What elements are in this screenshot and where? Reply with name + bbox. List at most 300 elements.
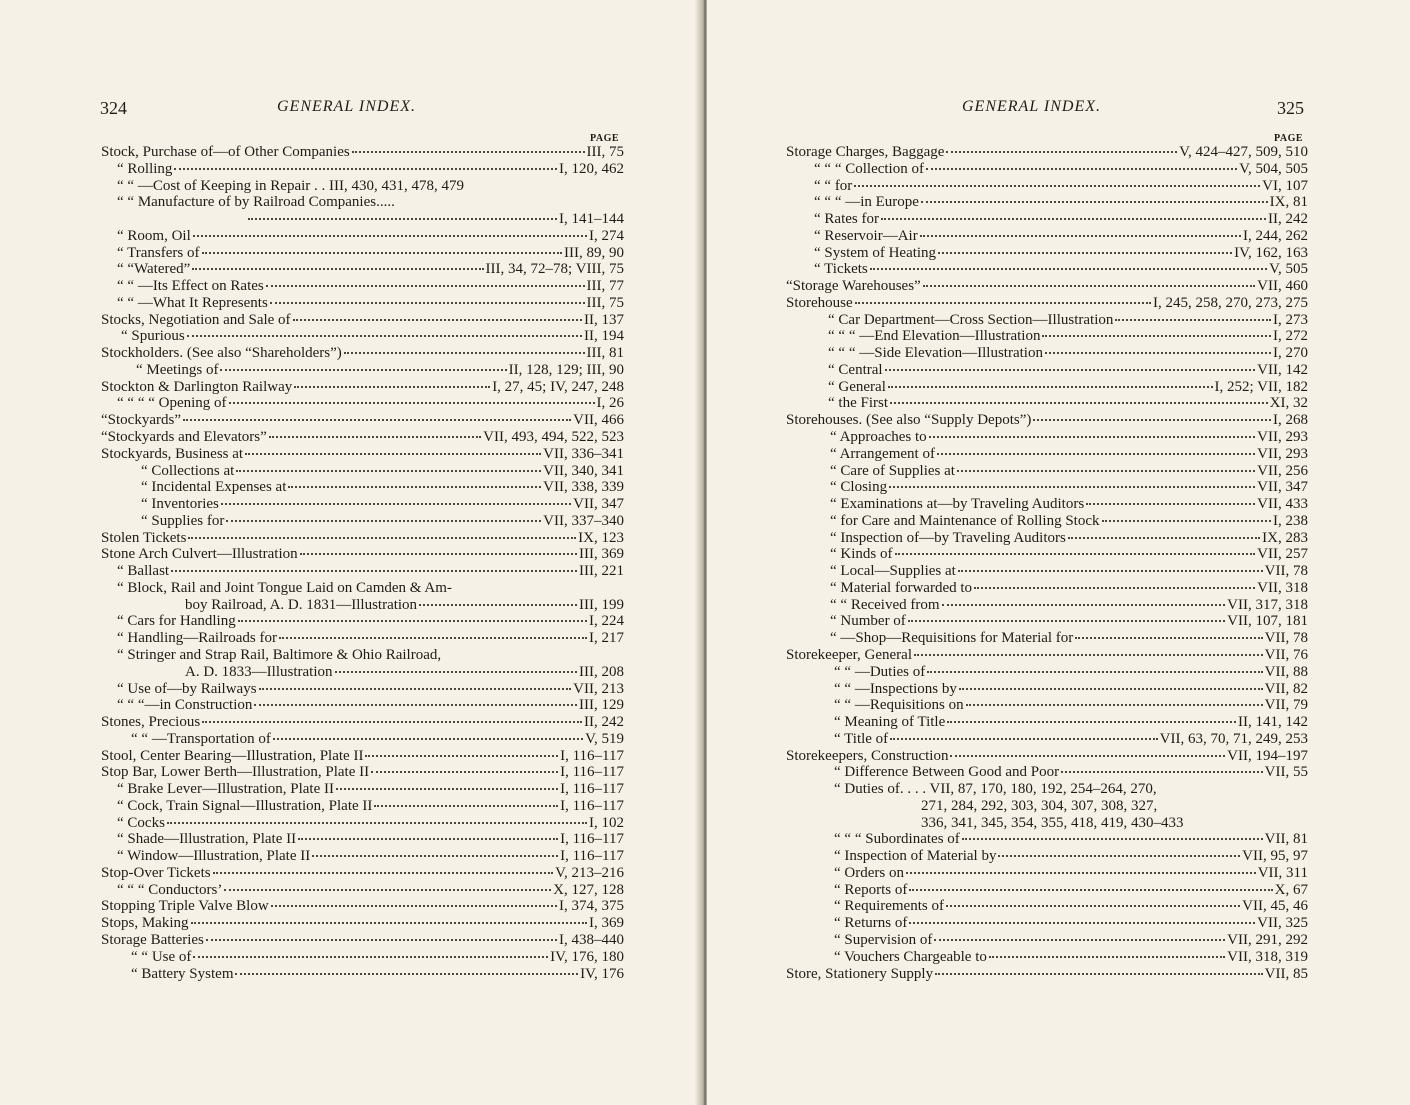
index-entry-text: “ the First [828, 395, 888, 412]
index-entry-reference: I, 116–117 [560, 831, 624, 848]
index-entry [786, 764, 1308, 781]
index-entry-text: “ Shade—Illustration, Plate II [117, 831, 297, 848]
index-entry-text: “ Room, Oil [117, 227, 191, 244]
index-entry [101, 446, 624, 463]
dot-leader [171, 569, 577, 572]
index-entry-reference: III, 221 [579, 563, 624, 580]
index-entry-reference: VII, 460 [1257, 278, 1308, 295]
index-entry [101, 831, 624, 848]
index-entry-text: “ “Watered” [117, 261, 191, 278]
right-page [707, 0, 1410, 1105]
index-entry [101, 328, 624, 345]
index-entry [786, 261, 1308, 278]
left-page [0, 0, 703, 1105]
index-entry-text: “ Incidental Expenses at [141, 479, 287, 496]
index-entry [101, 161, 624, 178]
index-entry-reference: I, 27, 45; IV, 247, 248 [492, 378, 624, 395]
dot-leader [312, 854, 558, 857]
index-entry-text: “ Requirements of [834, 898, 944, 915]
index-entry-text: “ Supervision of [834, 931, 933, 948]
dot-leader [942, 603, 1226, 606]
index-entry-text: “ Arrangement of [830, 445, 935, 462]
index-entry [101, 681, 624, 698]
index-entry-reference: I, 369 [589, 915, 624, 932]
index-entry-text: “ Closing [830, 479, 888, 496]
index-entry-text: Storehouse [786, 294, 853, 311]
dot-leader [989, 955, 1225, 958]
index-entry [101, 496, 624, 513]
index-entry [101, 848, 624, 865]
index-entry [786, 630, 1308, 647]
index-entry-text: “ —Shop—Requisitions for Material for [830, 630, 1074, 647]
index-entry-reference: VII, 337–340 [543, 512, 624, 529]
dot-leader [946, 150, 1177, 153]
index-entry [786, 664, 1308, 681]
index-entry-reference: VII, 311 [1257, 864, 1308, 881]
index-entry-reference: VII, 325 [1257, 915, 1308, 932]
dot-leader [220, 368, 506, 371]
index-entry-reference: I, 274 [589, 227, 624, 244]
dot-leader [895, 552, 1256, 555]
dot-leader [273, 737, 583, 740]
index-entry-reference: VII, 82 [1264, 680, 1308, 697]
index-entry-text: “ Supplies for [141, 512, 225, 529]
index-entry-text: “ Cars for Handling [117, 613, 236, 630]
index-entry-text: “ Cocks [117, 814, 165, 831]
dot-leader [888, 385, 1213, 388]
index-entry-reference: VII, 76 [1264, 646, 1308, 663]
index-entry-reference: VII, 433 [1257, 496, 1308, 513]
index-entry-reference: III, 89, 90 [564, 244, 624, 261]
dot-leader [966, 703, 1263, 706]
index-entry [786, 228, 1308, 245]
dot-leader [202, 251, 563, 254]
index-entry [786, 731, 1308, 748]
index-entry-text: 271, 284, 292, 303, 304, 307, 308, 327, [921, 797, 1158, 814]
index-entry-text: “Stockyards and Elevators” [101, 429, 267, 446]
index-entry [786, 563, 1308, 580]
dot-leader [183, 418, 571, 421]
dot-leader [174, 167, 557, 170]
index-entry [786, 613, 1308, 630]
index-entry-reference: V, 213–216 [555, 864, 624, 881]
index-entry-reference: VII, 318, 319 [1227, 948, 1308, 965]
dot-leader [187, 334, 582, 337]
index-entry-text: “ “ “ —in Europe [814, 194, 919, 211]
index-entry-reference: IX, 283 [1262, 529, 1308, 546]
dot-leader [213, 871, 554, 874]
dot-leader [938, 251, 1232, 254]
index-entry [786, 714, 1308, 731]
index-entry-text: “ Spurious [121, 328, 185, 345]
index-entry-text: “ Kinds of [830, 546, 893, 563]
dot-leader [269, 435, 481, 438]
index-entry-reference: V, 505 [1269, 261, 1308, 278]
index-entry-text: “ Reservoir—Air [814, 227, 918, 244]
index-entry-reference: VII, 81 [1264, 831, 1308, 848]
index-entry-reference: II, 137 [584, 311, 624, 328]
index-entry-text: “ “ —What It Represents [117, 294, 268, 311]
dot-leader [946, 904, 1240, 907]
dot-leader [889, 485, 1255, 488]
index-entry-text: “ Collections at [141, 462, 235, 479]
index-entry [101, 228, 624, 245]
index-entry-reference: VII, 291, 292 [1227, 931, 1308, 948]
dot-leader [352, 150, 585, 153]
index-entry-reference: II, 242 [584, 714, 624, 731]
index-entry-text: Stocks, Negotiation and Sale of [101, 311, 291, 328]
dot-leader [229, 401, 595, 404]
index-entry-text: boy Railroad, A. D. 1831—Illustration [185, 596, 418, 613]
index-entry-reference: VII, 142 [1257, 361, 1308, 378]
index-entry [786, 898, 1308, 915]
index-entry [786, 144, 1308, 161]
index-entry [101, 882, 624, 899]
dot-leader [1068, 536, 1260, 539]
index-entry-text: “ “ “ Subordinates of [834, 831, 960, 848]
index-entry [101, 312, 624, 329]
index-entry-reference: X, 67 [1274, 881, 1308, 898]
index-entry-text: Stockton & Darlington Railway [101, 378, 293, 395]
dot-leader [957, 469, 1255, 472]
index-entry [101, 664, 624, 681]
dot-leader [288, 485, 541, 488]
index-entry-text: “ Ballast [117, 563, 170, 580]
dot-leader [226, 519, 541, 522]
dot-leader [238, 619, 587, 622]
index-entry-text: “ Returns of [834, 915, 908, 932]
index-entry [101, 731, 624, 748]
index-entry-text: “ Examinations at—by Traveling Auditors [830, 496, 1085, 513]
dot-leader [371, 770, 558, 773]
index-entry [101, 530, 624, 547]
dot-leader [365, 754, 558, 757]
index-entry-text: Storage Charges, Baggage [786, 144, 945, 160]
index-entry [786, 932, 1308, 949]
index-entry-reference: I, 116–117 [560, 781, 624, 798]
index-entry-text: Stops, Making [101, 915, 189, 932]
index-entry-reference: IV, 176 [580, 965, 624, 982]
dot-leader [909, 921, 1255, 924]
index-entry-reference: IV, 176, 180 [550, 948, 624, 965]
index-entry-text: “ Vouchers Chargeable to [834, 948, 987, 965]
dot-leader [947, 720, 1236, 723]
index-entry-reference: I, 116–117 [560, 797, 624, 814]
index-entry-reference: VII, 318 [1257, 579, 1308, 596]
index-entry-text: “ Meetings of [136, 361, 219, 378]
dot-leader [923, 284, 1255, 287]
index-entry [101, 647, 624, 664]
index-entry-reference: I, 438–440 [559, 931, 624, 948]
dot-leader [300, 552, 577, 555]
index-entry-text: “ Approaches to [830, 429, 927, 446]
index-entry [786, 429, 1308, 446]
index-entry-text: “ Title of [834, 730, 889, 747]
dot-leader [248, 217, 557, 220]
dot-leader [266, 284, 585, 287]
index-entry-reference: III, 77 [586, 278, 624, 295]
index-entry-reference: VI, 107 [1262, 177, 1308, 194]
dot-leader [235, 972, 578, 975]
index-entry-text: “ Inventories [141, 496, 219, 513]
index-entry-text: “ Local—Supplies at [830, 563, 956, 580]
index-entry [786, 211, 1308, 228]
dot-leader [271, 904, 557, 907]
dot-leader [344, 351, 585, 354]
right-running-head: GENERAL INDEX. [962, 98, 1102, 115]
dot-leader [926, 167, 1237, 170]
index-entry [786, 831, 1308, 848]
index-entry [101, 194, 624, 211]
index-entry [101, 798, 624, 815]
index-entry [101, 815, 624, 832]
index-entry-text: “ Handling—Railroads for [117, 630, 277, 647]
right-page-column-label: PAGE [1274, 133, 1304, 144]
index-entry-reference: I, 116–117 [560, 747, 624, 764]
index-entry [101, 580, 624, 597]
index-entry-reference: VII, 63, 70, 71, 249, 253 [1159, 730, 1308, 747]
dot-leader [998, 854, 1240, 857]
index-entry [786, 949, 1308, 966]
index-entry-reference: VII, 340, 341 [543, 462, 624, 479]
dot-leader [236, 469, 541, 472]
dot-leader [293, 318, 582, 321]
index-entry-text: “ Reports of [834, 881, 908, 898]
index-entry-reference: I, 26 [596, 395, 624, 412]
index-entry [101, 563, 624, 580]
index-entry [101, 261, 624, 278]
index-entry-reference: V, 424–427, 509, 510 [1179, 144, 1308, 160]
dot-leader [914, 653, 1263, 656]
index-entry-text: Storage Batteries [101, 931, 204, 948]
index-entry-text: “ “ “ Collection of [814, 160, 924, 177]
index-entry-text: “ “ Manufacture of by Railroad Companies..... [117, 194, 395, 211]
index-entry-reference: I, 272 [1273, 328, 1308, 345]
index-entry-reference: VII, 85 [1264, 965, 1308, 982]
dot-leader [909, 888, 1272, 891]
index-entry-reference: IX, 81 [1269, 194, 1308, 211]
dot-leader [855, 301, 1151, 304]
index-entry-reference: III, 369 [579, 546, 624, 563]
index-entry [786, 496, 1308, 513]
index-entry-reference: III, 34, 72–78; VIII, 75 [485, 261, 624, 278]
index-entry [101, 211, 624, 228]
index-entry [786, 798, 1308, 815]
index-entry-text: “ Number of [830, 613, 906, 630]
index-entry-text: Store, Stationery Supply [786, 965, 934, 982]
index-entry-reference: I, 268 [1273, 412, 1308, 429]
dot-leader [921, 200, 1268, 203]
index-entry [101, 345, 624, 362]
index-entry-reference: I, 270 [1273, 345, 1308, 362]
index-entry-text: “ Inspection of Material by [834, 848, 997, 865]
index-entry-reference: IV, 162, 163 [1234, 244, 1308, 261]
index-entry-text: Stop Bar, Lower Berth—Illustration, Plate II [101, 764, 370, 781]
index-entry-reference: V, 504, 505 [1239, 160, 1308, 177]
index-entry-reference: I, 102 [589, 814, 624, 831]
index-entry [786, 915, 1308, 932]
index-entry [786, 748, 1308, 765]
index-entry [101, 966, 624, 983]
dot-leader [881, 217, 1266, 220]
index-entry [786, 312, 1308, 329]
dot-leader [224, 888, 551, 891]
right-page-number: 325 [1277, 98, 1304, 118]
index-entry-text: “ “ “ “ Opening of [117, 395, 227, 412]
index-entry-text: “ “ “ Conductors’ [117, 881, 223, 898]
dot-leader [259, 687, 572, 690]
index-entry-text: “ Use of—by Railways [117, 680, 257, 697]
index-entry-text: “ “ Use of [131, 948, 192, 965]
index-entry [786, 161, 1308, 178]
index-entry [101, 395, 624, 412]
dot-leader [374, 804, 558, 807]
index-entry [786, 882, 1308, 899]
index-entry-reference: I, 217 [589, 630, 624, 647]
index-entry-text: Stopping Triple Valve Blow [101, 898, 269, 915]
index-entry-reference: VII, 347 [1257, 479, 1308, 496]
index-entry-text: “Storage Warehouses” [786, 278, 921, 295]
dot-leader [221, 502, 571, 505]
index-entry-text: Storekeeper, General [786, 646, 912, 663]
dot-leader [202, 720, 582, 723]
index-entry-text: Stop-Over Tickets [101, 864, 211, 881]
index-entry-reference: VII, 293 [1257, 429, 1308, 446]
index-entry-text: Stolen Tickets [101, 529, 187, 546]
index-entry-text: “ Stringer and Strap Rail, Baltimore & Ohio Railroad, [117, 646, 442, 663]
dot-leader [934, 938, 1225, 941]
index-entry [101, 429, 624, 446]
index-entry-text: Stone Arch Culvert—Illustration [101, 546, 298, 563]
index-entry-reference: V, 519 [585, 730, 624, 747]
index-entry-text: “ Cock, Train Signal—Illustration, Plate II [117, 797, 373, 814]
index-entry-reference: VII, 194–197 [1227, 747, 1308, 764]
index-entry [101, 245, 624, 262]
dot-leader [1042, 334, 1271, 337]
index-entry-reference: VII, 466 [573, 412, 624, 429]
dot-leader [920, 234, 1241, 237]
index-entry-text: Stock, Purchase of—of Other Companies [101, 144, 350, 160]
index-entry [786, 580, 1308, 597]
index-entry-reference: II, 242 [1268, 211, 1308, 228]
index-entry-text: “ Inspection of—by Traveling Auditors [830, 529, 1066, 546]
dot-leader [294, 385, 490, 388]
index-entry-text: “ Orders on [834, 864, 904, 881]
index-entry [786, 446, 1308, 463]
index-entry [786, 865, 1308, 882]
dot-leader [974, 586, 1255, 589]
dot-leader [1033, 418, 1271, 421]
dot-leader [927, 670, 1262, 673]
index-entry-reference: VII, 257 [1257, 546, 1308, 563]
index-entry-text: “ “ —Its Effect on Rates [117, 278, 264, 295]
dot-leader [950, 754, 1225, 757]
index-entry [101, 597, 624, 614]
index-entry-text: “ “ “ —End Elevation—Illustration [828, 328, 1041, 345]
dot-leader [188, 536, 576, 539]
index-entry-reference: II, 128, 129; III, 90 [508, 361, 624, 378]
index-entry [786, 245, 1308, 262]
dot-leader [245, 452, 541, 455]
index-entry-reference: VII, 347 [573, 496, 624, 513]
dot-leader [935, 972, 1263, 975]
index-entry-text: “ Window—Illustration, Plate II [117, 848, 311, 865]
index-entry-reference: I, 252; VII, 182 [1214, 378, 1308, 395]
index-entry-reference: III, 208 [579, 663, 624, 680]
index-entry-reference: II, 141, 142 [1238, 714, 1308, 731]
dot-leader [929, 435, 1256, 438]
index-entry [101, 898, 624, 915]
index-entry [786, 781, 1308, 798]
dot-leader [1102, 519, 1271, 522]
index-entry-reference: I, 116–117 [560, 764, 624, 781]
index-entry [101, 295, 624, 312]
index-entry-text: “ “ Received from [830, 596, 940, 613]
index-entry-text: “ Care of Supplies at [830, 462, 955, 479]
dot-leader [1061, 770, 1263, 773]
index-entry-reference: I, 273 [1273, 311, 1308, 328]
dot-leader [167, 821, 587, 824]
index-entry [101, 278, 624, 295]
index-entry-reference: IX, 123 [578, 529, 624, 546]
index-entry-text: “ Duties of. . . . VII, 87, 170, 180, 192, 254–264, 270, [834, 781, 1157, 798]
index-entry [101, 932, 624, 949]
index-entry-reference: VII, 213 [573, 680, 624, 697]
dot-leader [908, 619, 1225, 622]
index-entry-text: “ “ —Inspections by [834, 680, 957, 697]
index-entry-text: “ “ —Transportation of [131, 730, 271, 747]
index-entry [101, 362, 624, 379]
index-entry-text: “ Block, Rail and Joint Tongue Laid on Camden & Am- [117, 579, 452, 596]
index-entry [101, 949, 624, 966]
dot-leader [885, 368, 1256, 371]
index-entry [101, 178, 624, 195]
index-entry [786, 395, 1308, 412]
dot-leader [192, 267, 483, 270]
dot-leader [193, 234, 587, 237]
index-entry-reference: VII, 317, 318 [1227, 596, 1308, 613]
index-entry-reference: VII, 95, 97 [1242, 848, 1308, 865]
index-entry [101, 479, 624, 496]
index-entry-text: Storehouses. (See also “Supply Depots”) [786, 412, 1032, 429]
dot-leader [890, 737, 1157, 740]
dot-leader [335, 670, 578, 673]
index-entry [786, 513, 1308, 530]
dot-leader [890, 401, 1268, 404]
index-entry [101, 697, 624, 714]
index-entry-text: “ Meaning of Title [834, 714, 946, 731]
index-entry-text: “ System of Heating [814, 244, 937, 261]
index-entry [101, 630, 624, 647]
index-entry-reference: VII, 493, 494, 522, 523 [483, 429, 624, 446]
index-entry-reference: VII, 55 [1264, 764, 1308, 781]
dot-leader [958, 569, 1263, 572]
index-entry [101, 613, 624, 630]
index-entry [786, 681, 1308, 698]
index-entry [786, 178, 1308, 195]
index-entry [786, 379, 1308, 396]
index-entry-text: “ “ “ —Side Elevation—Illustration [828, 345, 1043, 362]
index-entry-text: “ Rates for [814, 211, 879, 228]
index-entry-text: “ “ —Requisitions on [834, 697, 964, 714]
index-entry-text: “ Brake Lever—Illustration, Plate II [117, 781, 335, 798]
index-entry-text: “ Car Department—Cross Section—Illustration [828, 311, 1114, 328]
index-entry [786, 463, 1308, 480]
index-entry-text: 336, 341, 345, 354, 355, 418, 419, 430–433 [921, 814, 1184, 831]
index-entry [101, 412, 624, 429]
index-entry-text: “ “ —Duties of [834, 663, 926, 680]
dot-leader [962, 837, 1263, 840]
